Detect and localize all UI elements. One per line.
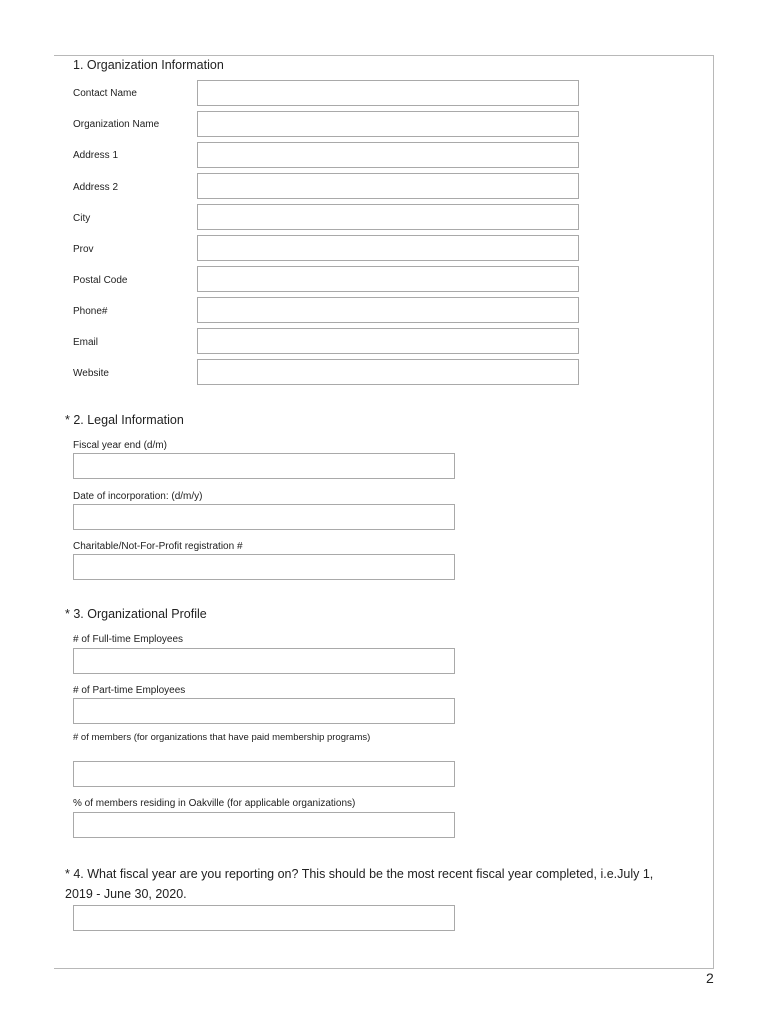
page-number: 2 (706, 970, 714, 986)
fiscal-year-reporting-field[interactable] (73, 905, 455, 931)
date-of-incorporation-field[interactable] (73, 504, 455, 530)
website-field[interactable] (197, 359, 579, 385)
fiscal-year-end-label: Fiscal year end (d/m) (73, 440, 167, 451)
members-label: # of members (for organizations that have paid membership programs) (73, 732, 371, 743)
organization-name-label: Organization Name (73, 119, 160, 130)
registration-number-label: Charitable/Not-For-Profit registration # (73, 541, 243, 552)
contact-name-field[interactable] (197, 80, 579, 106)
address1-field[interactable] (197, 142, 579, 168)
postal-code-label: Postal Code (73, 275, 128, 286)
date-of-incorporation-label: Date of incorporation: (d/m/y) (73, 491, 203, 502)
part-time-employees-field[interactable] (73, 698, 455, 724)
members-oakville-label: % of members residing in Oakville (for applicable organizations) (73, 798, 356, 809)
email-label: Email (73, 337, 99, 348)
phone-label: Phone# (73, 306, 108, 317)
city-field[interactable] (197, 204, 579, 230)
full-time-employees-label: # of Full-time Employees (73, 634, 184, 645)
organization-name-field[interactable] (197, 111, 579, 137)
members-field[interactable] (73, 761, 455, 787)
members-oakville-field[interactable] (73, 812, 455, 838)
fiscal-year-end-field[interactable] (73, 453, 455, 479)
section3-heading: * 3. Organizational Profile (65, 607, 207, 621)
city-label: City (73, 213, 91, 224)
address1-label: Address 1 (73, 150, 119, 161)
address2-field[interactable] (197, 173, 579, 199)
section4-question: * 4. What fiscal year are you reporting on? This should be the most recent fiscal year completed, i.e.July 1, 2019 - June 30, 2020. (65, 867, 654, 901)
website-label: Website (73, 368, 109, 379)
section2-heading: * 2. Legal Information (65, 413, 184, 427)
prov-label: Prov (73, 244, 94, 255)
postal-code-field[interactable] (197, 266, 579, 292)
contact-name-label: Contact Name (73, 88, 137, 99)
registration-number-field[interactable] (73, 554, 455, 580)
prov-field[interactable] (197, 235, 579, 261)
phone-field[interactable] (197, 297, 579, 323)
email-field[interactable] (197, 328, 579, 354)
address2-label: Address 2 (73, 182, 119, 193)
section1-heading: 1. Organization Information (73, 58, 224, 72)
full-time-employees-field[interactable] (73, 648, 455, 674)
part-time-employees-label: # of Part-time Employees (73, 685, 186, 696)
